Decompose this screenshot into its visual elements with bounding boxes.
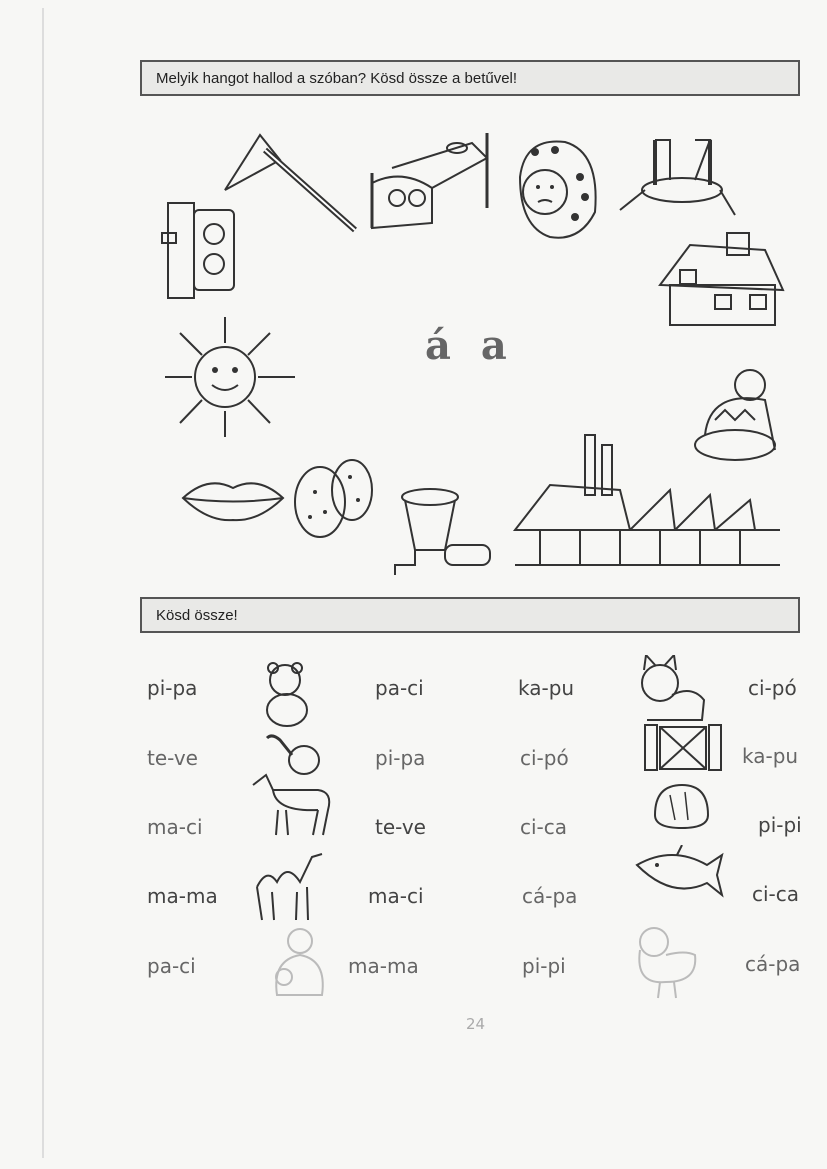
col2-word[interactable]: pa-ci — [375, 676, 424, 700]
lips-picture — [178, 470, 288, 525]
col1-word[interactable]: pa-ci — [147, 954, 196, 978]
shark-picture — [632, 845, 724, 903]
col4-word[interactable]: cá-pa — [745, 952, 801, 976]
house-picture — [655, 230, 785, 330]
col3-word[interactable]: ci-ca — [520, 815, 568, 839]
task1-instruction: Melyik hangot hallod a szóban? Kösd össze a betűvel! — [156, 69, 518, 87]
teddy-bear-picture — [255, 660, 320, 730]
col3-word[interactable]: ci-pó — [520, 746, 569, 770]
col3-word[interactable]: cá-pa — [522, 884, 578, 908]
col4-word[interactable]: ci-ca — [752, 882, 800, 906]
col2-word[interactable]: pi-pa — [375, 746, 426, 770]
camel-picture — [252, 842, 330, 922]
task2-instruction-box — [140, 597, 800, 633]
task2-instruction: Kösd össze! — [156, 606, 238, 624]
mother-child-picture — [262, 925, 330, 1000]
axe-picture — [220, 130, 360, 235]
col2-word[interactable]: te-ve — [375, 815, 426, 839]
col4-word[interactable]: ci-pó — [748, 676, 797, 700]
col1-word[interactable]: te-ve — [147, 746, 198, 770]
letter-a[interactable]: a — [480, 322, 507, 369]
col3-word[interactable]: ka-pu — [518, 676, 575, 700]
col2-word[interactable]: ma-ci — [368, 884, 424, 908]
col4-word[interactable]: ka-pu — [742, 744, 799, 768]
task1-instruction-box — [140, 60, 800, 96]
bread-picture — [650, 780, 712, 832]
bean-picture — [290, 452, 380, 542]
col1-word[interactable]: pi-pa — [147, 676, 198, 700]
letters-to-connect — [425, 322, 537, 369]
page-number: 24 — [466, 1015, 486, 1033]
kitten-picture — [632, 655, 710, 725]
page-edge-line — [42, 8, 44, 1158]
col3-word[interactable]: pi-pi — [522, 954, 566, 978]
col4-word[interactable]: pi-pi — [758, 813, 802, 837]
girl-with-kerchief-picture — [510, 132, 605, 244]
horse-picture — [248, 770, 338, 840]
bed-picture — [362, 128, 497, 233]
col2-word[interactable]: ma-ma — [348, 954, 419, 978]
sun-picture — [160, 315, 300, 440]
col1-word[interactable]: ma-ma — [147, 884, 218, 908]
col1-word[interactable]: ma-ci — [147, 815, 203, 839]
water-tap-picture — [385, 485, 495, 580]
chick-picture — [630, 920, 702, 1000]
backpack-picture — [615, 130, 740, 222]
factory-picture — [510, 430, 785, 570]
letter-a-accent[interactable]: á — [425, 322, 451, 369]
gate-picture — [642, 722, 724, 772]
